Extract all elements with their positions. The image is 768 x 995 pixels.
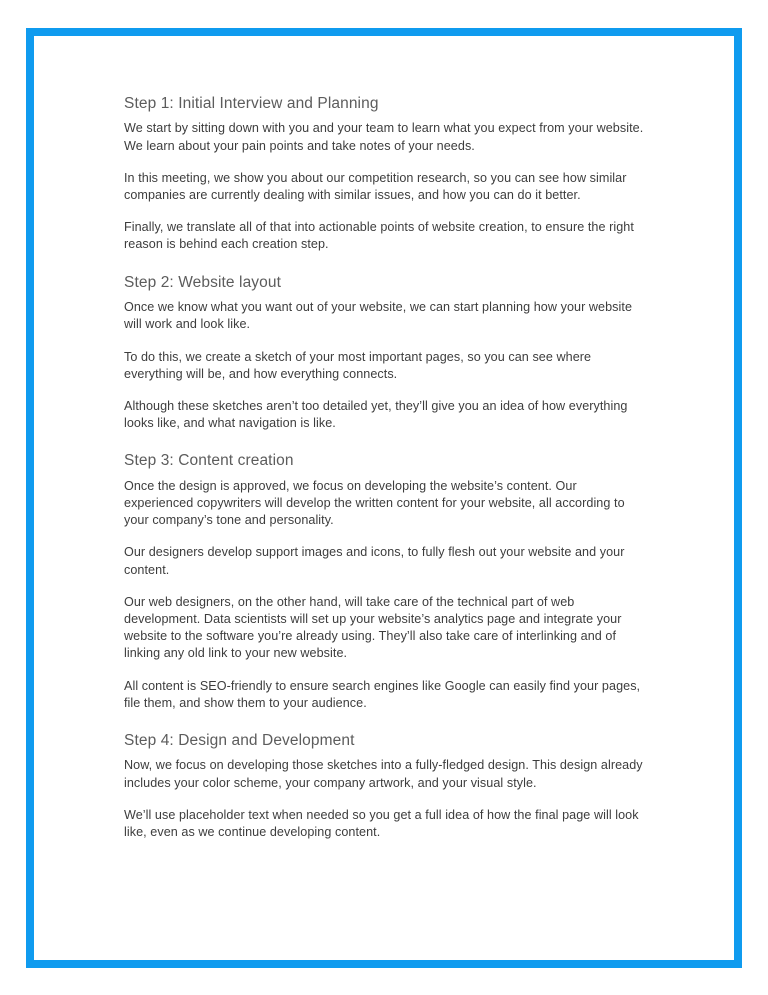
section-body-step-3 <box>124 478 646 712</box>
section-step-1 <box>124 94 646 254</box>
section-step-3 <box>124 451 646 712</box>
section-heading-step-1: Step 1: Initial Interview and Planning <box>124 95 379 112</box>
section-body-step-4 <box>124 757 646 841</box>
paragraph: Now, we focus on developing those sketches into a fully-fledged design. This design already includes your color scheme, your company artwork, and your visual style. <box>124 758 643 790</box>
paragraph: To do this, we create a sketch of your most important pages, so you can see where everything will be, and how everything connects. <box>124 349 592 381</box>
paragraph: All content is SEO-friendly to ensure search engines like Google can easily find your pages, file them, and show them to your audience. <box>124 678 641 710</box>
paragraph: We’ll use placeholder text when needed so you get a full idea of how the final page will look like, even as we continue developing content. <box>124 807 639 840</box>
section-heading-step-3: Step 3: Content creation <box>124 452 294 470</box>
paragraph: Once we know what you want out of your website, we can start planning how your website will work and look like. <box>124 300 633 332</box>
section-step-4 <box>124 731 646 841</box>
paragraph: In this meeting, we show you about our competition research, so you can see how similar companies are currently dealing with similar issues, and how you can do it better. <box>124 170 627 203</box>
section-body-step-2 <box>124 299 646 432</box>
paragraph: Our designers develop support images and icons, to fully flesh out your website and your content. <box>124 545 625 577</box>
paragraph: Our web designers, on the other hand, will take care of the technical part of web development. Data scientists will set up your website’s analytics page and integrate your website to the software you’re already using. They’ll also take care of interlinking and of linking any old link to your new website. <box>124 594 622 661</box>
paragraph: Although these sketches aren’t too detailed yet, they’ll give you an idea of how everything looks like, and what navigation is like. <box>124 398 628 431</box>
document-content <box>124 94 646 841</box>
section-heading-step-4: Step 4: Design and Development <box>124 732 355 750</box>
paragraph: Once the design is approved, we focus on developing the website’s content. Our experienced copywriters will develop the written content for your website, all according to your company’s tone and personality. <box>124 478 625 528</box>
section-body-step-1 <box>124 120 646 253</box>
paragraph: Finally, we translate all of that into actionable points of website creation, to ensure the right reason is behind each creation step. <box>124 220 634 252</box>
page-canvas <box>34 36 734 960</box>
paragraph: We start by sitting down with you and your team to learn what you expect from your website. We learn about your pain points and take notes of your needs. <box>124 121 644 153</box>
section-heading-step-2: Step 2: Website layout <box>124 273 282 291</box>
section-step-2 <box>124 273 646 433</box>
